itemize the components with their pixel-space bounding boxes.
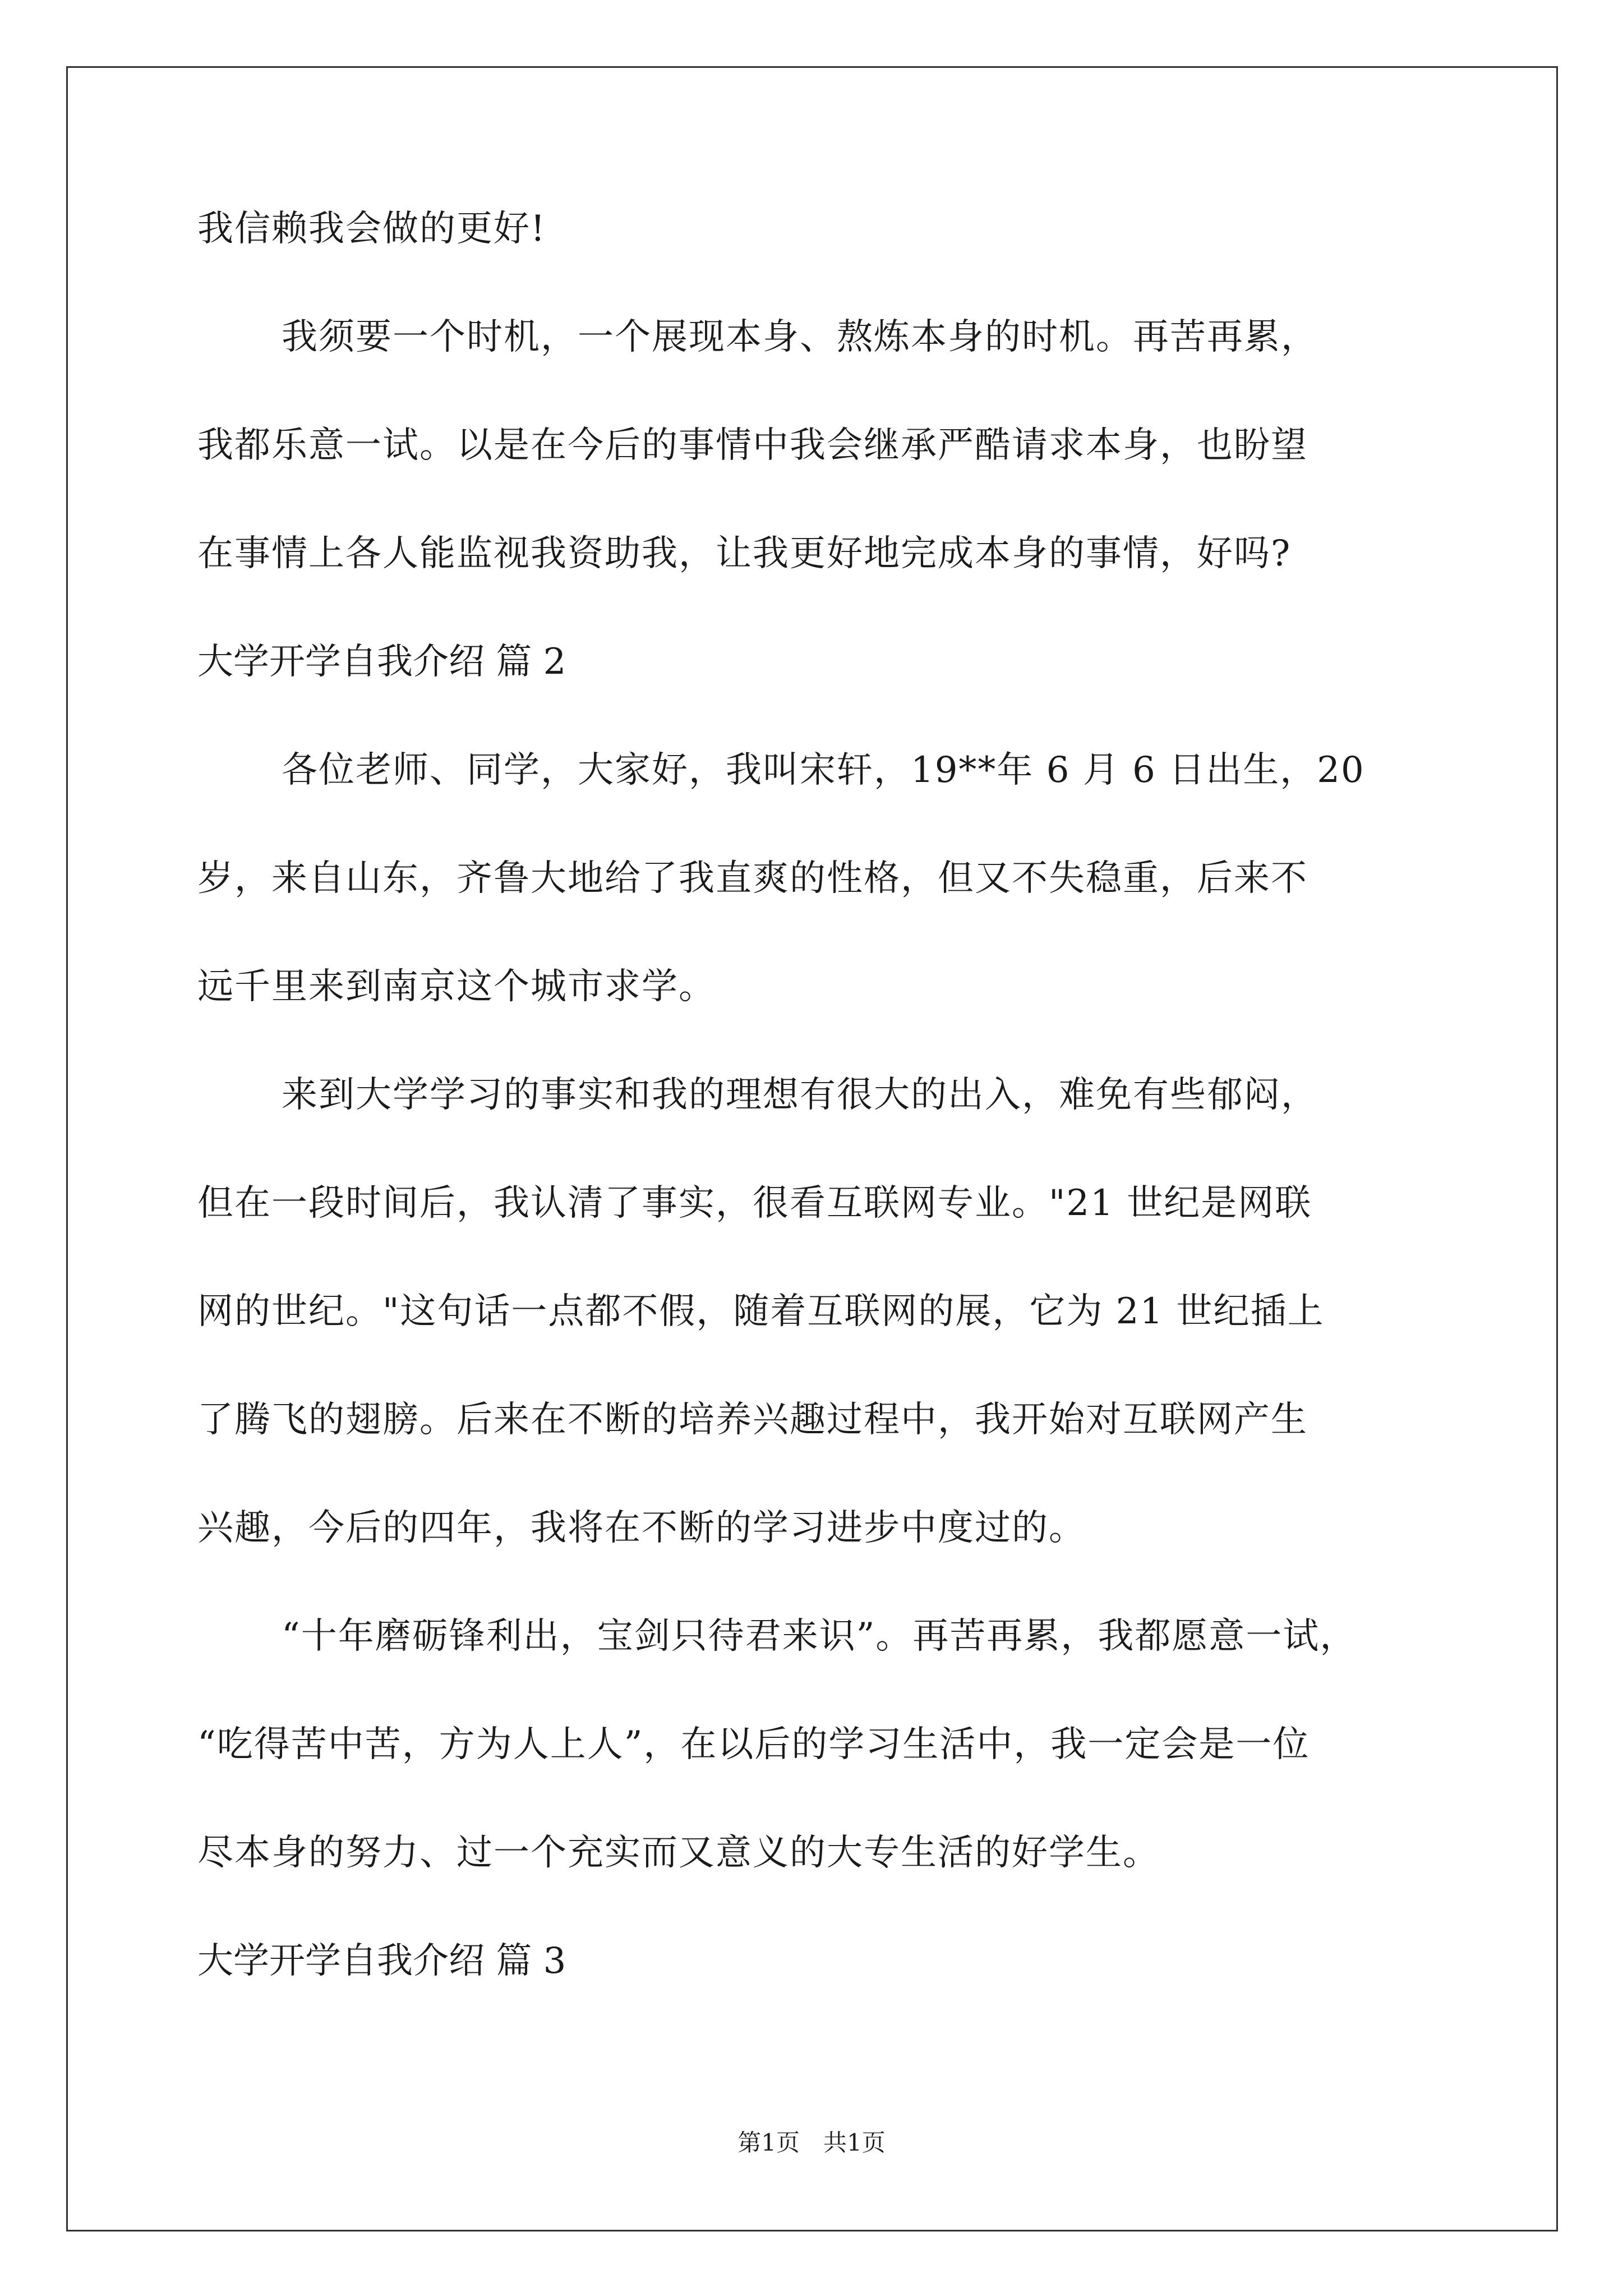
text-line: 各位老师、同学，大家好，我叫宋轩，19**年 6 月 6 日出生，20 <box>282 749 1365 791</box>
text-line: 尽本身的努力、过一个充实而又意义的大专生活的好学生。 <box>197 1832 1160 1874</box>
text-line: 了腾飞的翅膀。后来在不断的培养兴趣过程中，我开始对互联网产生 <box>197 1399 1308 1441</box>
text-line: 网的世纪。"这句话一点都不假，随着互联网的展，它为 21 世纪插上 <box>197 1291 1325 1332</box>
text-line: 岁，来自山东，齐鲁大地给了我直爽的性格，但又不失稳重，后来不 <box>197 858 1308 899</box>
text-line: 远千里来到南京这个城市求学。 <box>197 966 716 1007</box>
section-heading: 大学开学自我介绍 篇 2 <box>197 641 566 683</box>
text-line: 我须要一个时机，一个展现本身、熬炼本身的时机。再苦再累， <box>282 316 1318 358</box>
text-line: 兴趣，今后的四年，我将在不断的学习进步中度过的。 <box>197 1507 1086 1549</box>
document-body <box>197 202 1431 2042</box>
text-line: 但在一段时间后，我认清了事实，很看互联网专业。"21 世纪是网联 <box>197 1182 1312 1224</box>
text-line: “十年磨砺锋利出，宝剑只待君来识”。再苦再累，我都愿意一试， <box>282 1616 1357 1657</box>
text-line: 在事情上各人能监视我资助我，让我更好地完成本身的事情，好吗? <box>197 533 1292 574</box>
section-heading: 大学开学自我介绍 篇 3 <box>197 1940 566 1982</box>
text-line: “吃得苦中苦，方为人上人”，在以后的学习生活中，我一定会是一位 <box>197 1724 1310 1765</box>
text-line: 我信赖我会做的更好! <box>197 208 546 250</box>
page-number-footer: 第1页 共1页 <box>737 2129 886 2156</box>
text-line: 我都乐意一试。以是在今后的事情中我会继承严酷请求本身，也盼望 <box>197 425 1308 466</box>
text-line: 来到大学学习的事实和我的理想有很大的出入，难免有些郁闷， <box>282 1074 1318 1116</box>
